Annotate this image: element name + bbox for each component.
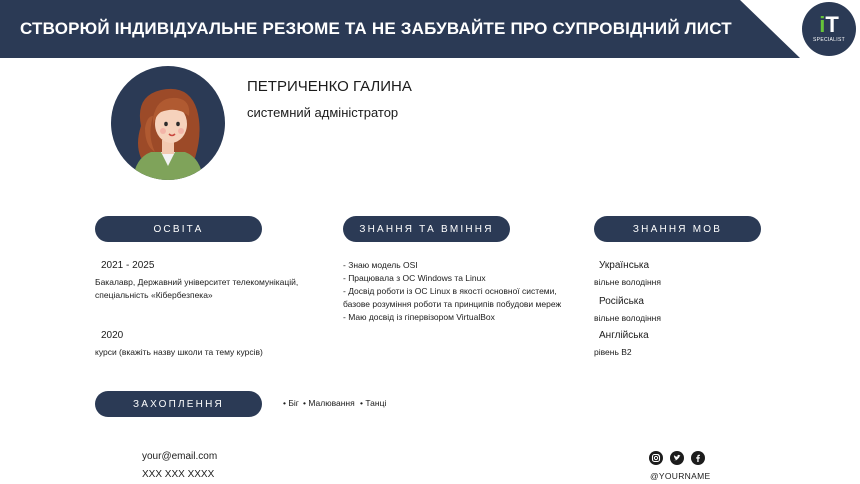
banner-title: СТВОРЮЙ ІНДИВІДУАЛЬНЕ РЕЗЮМЕ ТА НЕ ЗАБУВАЙТЕ ПРО СУПРОВІДНИЙ ЛИСТ <box>20 19 732 38</box>
candidate-name: ПЕТРИЧЕНКО ГАЛИНА <box>247 78 412 95</box>
language-level: вільне володіння <box>594 277 661 287</box>
twitter-icon[interactable] <box>670 451 684 465</box>
language-level: вільне володіння <box>594 313 661 323</box>
language-level: рівень B2 <box>594 347 632 357</box>
education-line: спеціальність «Кібербезпека» <box>95 290 213 300</box>
hobby-item: • Танці <box>360 398 387 408</box>
skill-item: - Маю досвід із гіпервізором VirtualBox <box>343 312 495 322</box>
contact-email[interactable]: your@email.com <box>142 451 218 462</box>
contact-phone: XXX XXX XXXX <box>142 469 215 480</box>
language-name: Російська <box>599 296 644 307</box>
instagram-icon[interactable] <box>649 451 663 465</box>
education-heading: ОСВІТА <box>95 216 262 242</box>
education-year-1: 2021 - 2025 <box>101 260 155 271</box>
social-handle: @YOURNAME <box>650 471 711 481</box>
education-year-2: 2020 <box>101 330 124 341</box>
language-name: Українська <box>599 260 650 271</box>
skill-item: базове розуміння роботи та принципів побудови мереж <box>343 299 562 309</box>
languages-heading: ЗНАННЯ МОВ <box>594 216 761 242</box>
hobbies-heading: ЗАХОПЛЕННЯ <box>95 391 262 417</box>
candidate-role: системний адміністратор <box>247 105 399 120</box>
education-line: Бакалавр, Державний університет телекомунікацій, <box>95 277 299 287</box>
logo-subtitle: SPECIALIST <box>813 37 845 43</box>
facebook-icon[interactable] <box>691 451 705 465</box>
it-specialist-logo <box>802 2 856 56</box>
hobby-item: • Малювання <box>303 398 355 408</box>
hobby-item: • Біг <box>283 398 299 408</box>
education-line: курси (вкажіть назву школи та тему курсів) <box>95 347 263 357</box>
woman-portrait-icon <box>111 66 225 180</box>
logo-mark: iT <box>819 12 839 37</box>
avatar <box>111 66 225 180</box>
skill-item: - Працювала з ОС Windows та Linux <box>343 273 486 283</box>
skills-heading: ЗНАННЯ ТА ВМІННЯ <box>343 216 510 242</box>
language-name: Англійська <box>599 330 649 341</box>
skill-item: - Досвід роботи із ОС Linux в якості основної системи, <box>343 286 557 296</box>
skill-item: - Знаю модель OSI <box>343 260 418 270</box>
